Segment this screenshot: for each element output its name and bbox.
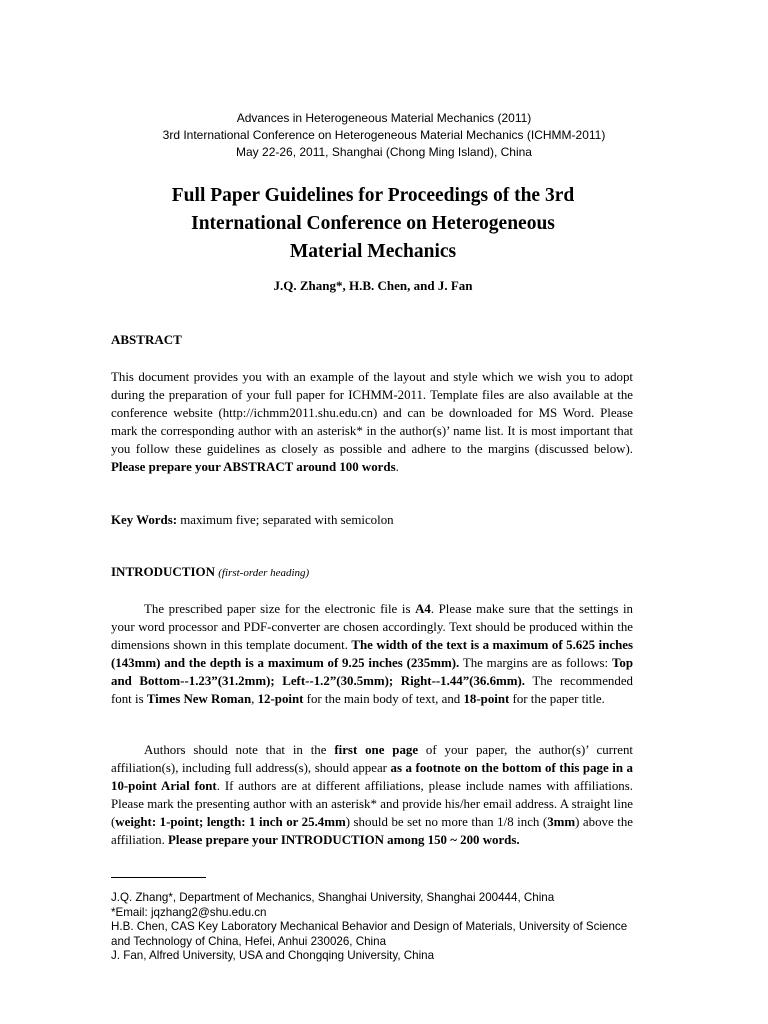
bold-run: Top and Bottom--1.23”(31.2mm); Left--1.2”(30.5mm); Right--1.44”(36.6mm). [111, 656, 633, 688]
conference-header [0, 110, 768, 161]
bold-run: Times New Roman [146, 692, 252, 706]
footnote-line: J.Q. Zhang*, Department of Mechanics, Shanghai University, Shanghai 200444, China [111, 891, 555, 904]
text-run: , [251, 692, 258, 706]
footnote-rule [111, 877, 206, 878]
heading-note: (first-order heading) [218, 567, 310, 579]
abstract-bold-note: Please prepare your ABSTRACT around 100 words [111, 460, 396, 474]
introduction-heading-text: INTRODUCTION [111, 564, 216, 579]
abstract-heading: ABSTRACT [111, 332, 182, 347]
bold-run: 18-point [463, 692, 510, 706]
text-run: . If authors are at different affiliations, please include names with affiliations. Please mark the presenting author with an asterisk* and provide his/her email address. A straight line ( [111, 779, 633, 829]
text-run: ) should be set no more than 1/8 inch ( [345, 815, 548, 829]
text-run: of your paper, the author(s)’ current affiliation(s), including full address(s), should appear [111, 743, 633, 775]
title-line-1: Full Paper Guidelines for Proceedings of the 3rd [171, 185, 575, 206]
title-line-3: Material Mechanics [289, 241, 457, 262]
text-run: The recommended font is [111, 674, 633, 706]
text-run: for the main body of text, and [303, 692, 464, 706]
introduction-paragraph-2 [111, 741, 633, 849]
abstract-paragraph [111, 368, 633, 476]
footnote-line: J. Fan, Alfred University, USA and Chongqing University, China [111, 949, 435, 962]
keywords-text: maximum five; separated with semicolon [177, 513, 394, 527]
affiliation-footnotes [111, 891, 641, 964]
title-line-2: International Conference on Heterogeneous [191, 213, 555, 234]
text-run: The margins are as follows: [459, 656, 612, 670]
bold-run: Please prepare your INTRODUCTION among 150 ~ 200 words. [168, 833, 520, 847]
text-run: for the paper title. [509, 692, 605, 706]
footnote-line: H.B. Chen, CAS Key Laboratory Mechanical Behavior and Design of Materials, University of Science and Technology of China, Hefei, Anhui 230026, China [111, 920, 628, 948]
keywords-line [111, 511, 633, 529]
bold-run: The width of the text is a maximum of 5.625 inches (143mm) and the depth is a maximum of 9.25 inches (235mm). [111, 638, 633, 670]
abstract-end: . [395, 460, 399, 474]
bold-run: weight: 1-point; length: 1 inch or 25.4mm [115, 815, 346, 829]
introduction-heading [111, 564, 309, 581]
header-line-2: 3rd International Conference on Heterogeneous Material Mechanics (ICHMM-2011) [162, 128, 606, 142]
text-run: . Please make sure that the settings in your word processor and PDF-converter are chosen accordingly. Text should be produced within the dimensions shown in this template document. [111, 602, 633, 652]
header-line-3: May 22-26, 2011, Shanghai (Chong Ming Island), China [236, 145, 532, 159]
text-run: The prescribed paper size for the electronic file is [144, 602, 416, 616]
bold-run: A4 [415, 602, 431, 616]
bold-run: 12-point [257, 692, 304, 706]
text-run: ) above the affiliation. [111, 815, 633, 847]
author-list: J.Q. Zhang*, H.B. Chen, and J. Fan [273, 278, 473, 293]
paper-title [110, 182, 636, 266]
bold-run: as a footnote on the bottom of this page in a 10-point Arial font [111, 761, 633, 793]
abstract-text: This document provides you with an example of the layout and style which we wish you to adopt during the preparation of your full paper for ICHMM-2011. Template files are also available at the conference website (http://ichmm2011.shu.edu.cn) and can be downloaded for MS Word. Please mark the corresponding author with an asterisk* in the author(s)’ name list. It is most important that you follow these guidelines as closely as possible and adhere to the margins (discussed below). [111, 370, 633, 456]
introduction-paragraph-1 [111, 600, 633, 708]
keywords-label: Key Words: [111, 513, 178, 527]
footnote-line: *Email: jqzhang2@shu.edu.cn [111, 905, 267, 919]
bold-run: 3mm [547, 815, 576, 829]
header-line-1: Advances in Heterogeneous Material Mechanics (2011) [236, 111, 532, 125]
bold-run: first one page [334, 743, 419, 757]
text-run: Authors should note that in the [144, 743, 335, 757]
